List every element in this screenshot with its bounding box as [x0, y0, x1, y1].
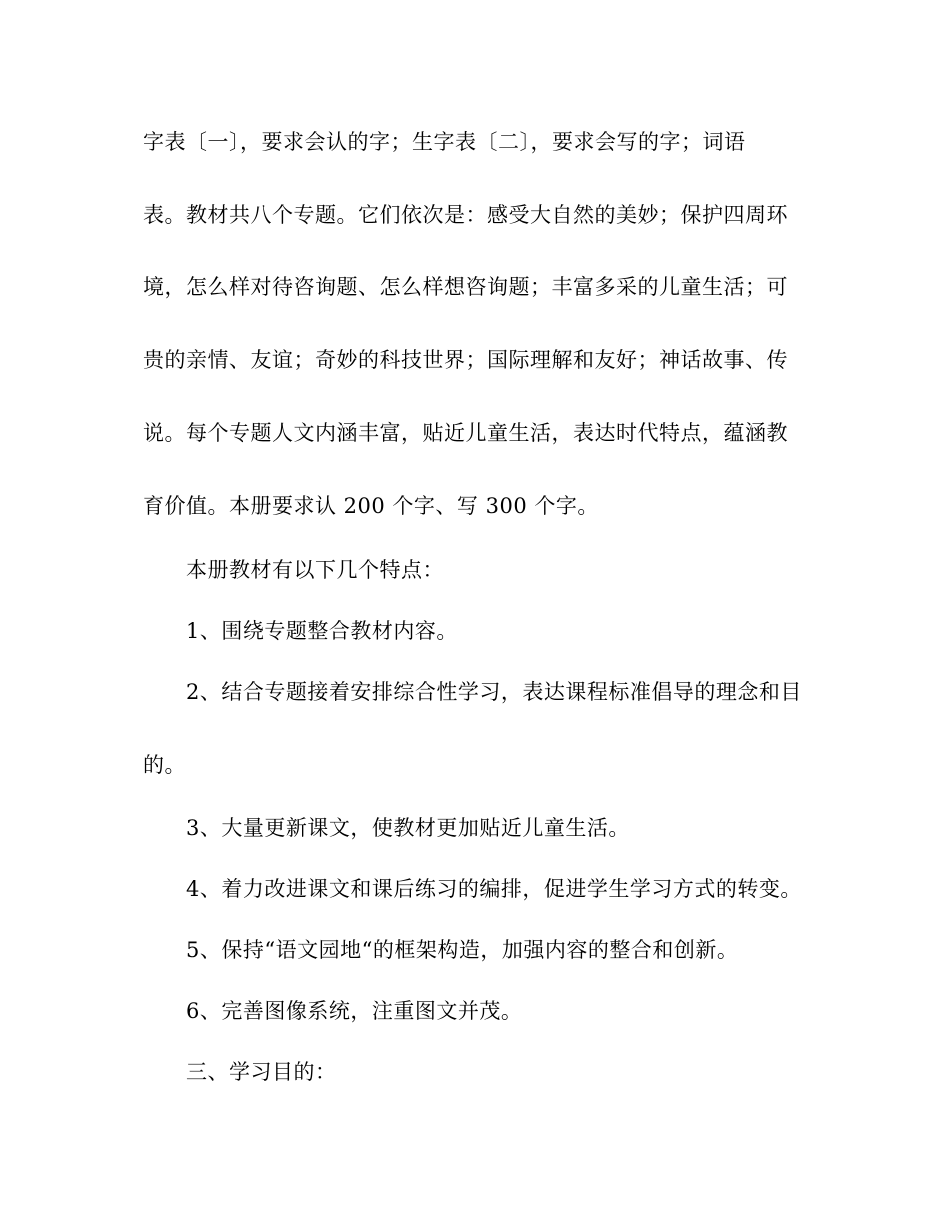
- feature-item-3: 3、大量更新课文，使教材更加贴近儿童生活。: [186, 816, 630, 840]
- intro-line-3: 境，怎么样对待咨询题、怎么样想咨询题；丰富多采的儿童生活；可: [143, 275, 788, 299]
- feature-item-4: 4、着力改进课文和课后练习的编排，促进学生学习方式的转变。: [186, 877, 802, 901]
- feature-item-5: 5、保持“语文园地“的框架构造，加强内容的整合和创新。: [186, 938, 739, 962]
- features-heading: 本册教材有以下几个特点：: [186, 558, 444, 582]
- intro-line-1: 字表〔一〕，要求会认的字；生字表〔二〕，要求会写的字；词语: [143, 130, 746, 154]
- intro-line-5: 说。每个专题人文内涵丰富，贴近儿童生活，表达时代特点，蕴涵教: [143, 421, 788, 445]
- intro-line-6: 育价值。本册要求认 200 个字、写 300 个字。: [143, 494, 599, 518]
- feature-item-2-line-1: 2、结合专题接着安排综合性学习，表达课程标准倡导的理念和目: [186, 680, 802, 704]
- feature-item-1: 1、围绕专题整合教材内容。: [186, 619, 458, 643]
- intro-line-2: 表。教材共八个专题。它们依次是：感受大自然的美妙；保护四周环: [143, 203, 788, 227]
- intro-line-4: 贵的亲情、友谊；奇妙的科技世界；国际理解和友好；神话故事、传: [143, 348, 788, 372]
- feature-item-2-line-2: 的。: [143, 753, 186, 777]
- feature-item-6: 6、完善图像系统，注重图文并茂。: [186, 999, 523, 1023]
- section-heading: 三、学习目的：: [186, 1060, 337, 1084]
